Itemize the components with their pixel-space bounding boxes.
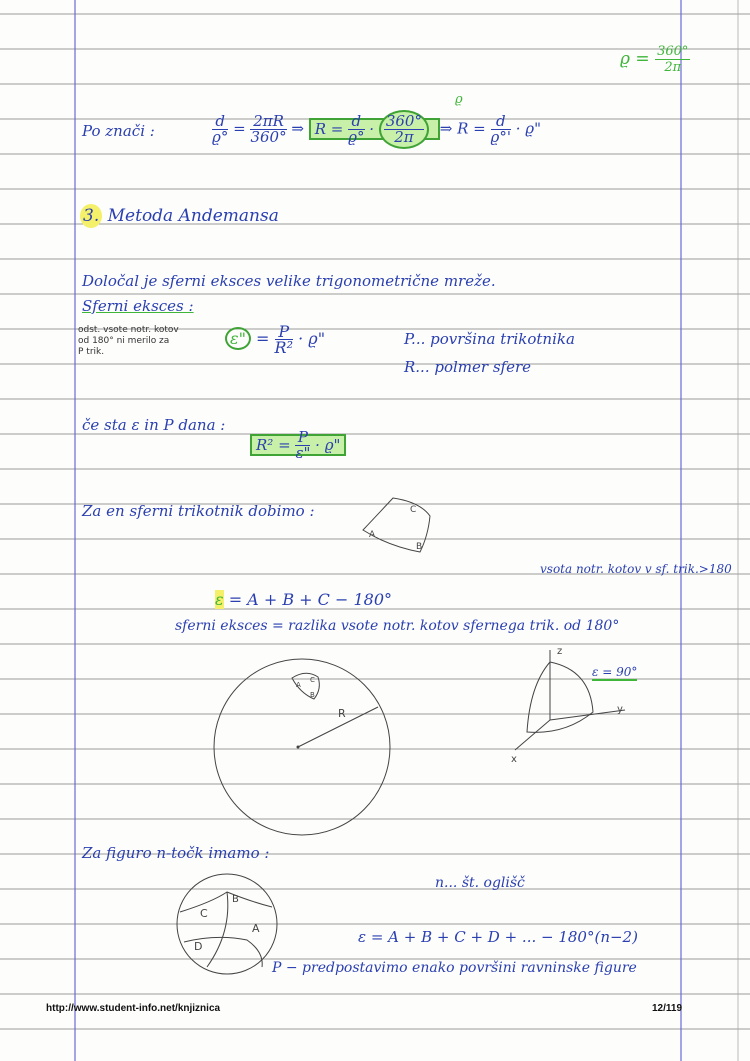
epsilon-n-formula: ε = A + B + C + D + ... − 180°(n−2)	[358, 928, 638, 946]
rho-mark: ϱ	[455, 92, 463, 107]
rho-definition: ϱ = $\frac{360^\circ}{2\pi}$	[620, 44, 689, 75]
eksces-definition: sferni eksces = razlika vsote notr. kotov sfernega trik. od 180°	[175, 618, 620, 634]
sphere-diagram	[210, 655, 395, 840]
axis-z-label: z	[557, 646, 563, 657]
poly-label-b: B	[232, 894, 239, 905]
za-en-line: Za en sferni trikotnik dobimo :	[82, 502, 315, 520]
po-znaci-line: Po znači :	[82, 122, 155, 140]
circ-label-c: C	[310, 676, 315, 684]
ce-sta-line: če sta ε in P dana :	[82, 416, 226, 434]
za-figuro-line: Za figuro n-točk imamo :	[82, 844, 270, 862]
eksces-label: Sferni eksces :	[82, 297, 194, 315]
p-assume-line: P − predpostavimo enako površini ravninske figure	[272, 960, 637, 976]
radius-boxed-formula: R = $\frac{d}{ϱ^\circ}$ · $\frac{360^\circ}{2\pi}$	[309, 118, 440, 140]
octant-diagram	[505, 640, 645, 765]
axis-x-label: x	[511, 754, 517, 765]
circ-label-a: A	[296, 681, 301, 689]
tri-label-c: C	[410, 505, 417, 515]
epsilon-formula: ε" = $\frac{P}{\text{R²}}$ · ϱ"	[225, 324, 325, 355]
r-definition: R... polmer sfere	[404, 358, 532, 376]
dolocal-line: Določal je sferni eksces velike trigonometrične mreže.	[82, 272, 496, 290]
radius-label: R	[338, 707, 346, 720]
section-heading: 3. Metoda Andemansa	[80, 206, 279, 226]
spherical-triangle-diagram	[358, 494, 438, 556]
polygon-diagram	[172, 872, 282, 977]
side-note: odst. vsote notr. kotov od 180° ni merilo za P trik.	[78, 325, 179, 357]
poly-label-d: D	[194, 940, 203, 953]
radius-derivation: $\frac{d}{ϱ^\circ}$ = $\frac{2\pi R}{360^\circ}$ ⇒ R = $\frac{d}{ϱ^\circ}$ · $\frac{360^\circ}{2\pi}$ ⇒ R = $\frac{d}{ϱ^\circ'}$ · ϱ"	[212, 110, 541, 149]
poly-label-a: A	[252, 922, 260, 935]
axis-y-label: y	[617, 704, 623, 715]
tri-label-b: B	[416, 542, 423, 552]
epsilon-90: ε = 90°	[592, 665, 638, 679]
epsilon-sum: ε = A + B + C − 180°	[215, 590, 393, 609]
r-squared-formula: R² = $\frac{P}{\varepsilon"}$ · ϱ"	[250, 430, 346, 461]
tri-label-a: A	[369, 530, 376, 540]
circ-label-b: B	[310, 691, 315, 699]
vsota-note: vsota notr. kotov v sf. trik.>180	[540, 562, 732, 576]
poly-label-c: C	[200, 907, 208, 920]
n-definition: n... št. oglišč	[435, 875, 525, 891]
footer-url: http://www.student-info.net/knjiznica	[46, 1003, 221, 1014]
footer-page-number: 12/119	[652, 1003, 683, 1014]
p-definition: P... površina trikotnika	[404, 330, 575, 348]
